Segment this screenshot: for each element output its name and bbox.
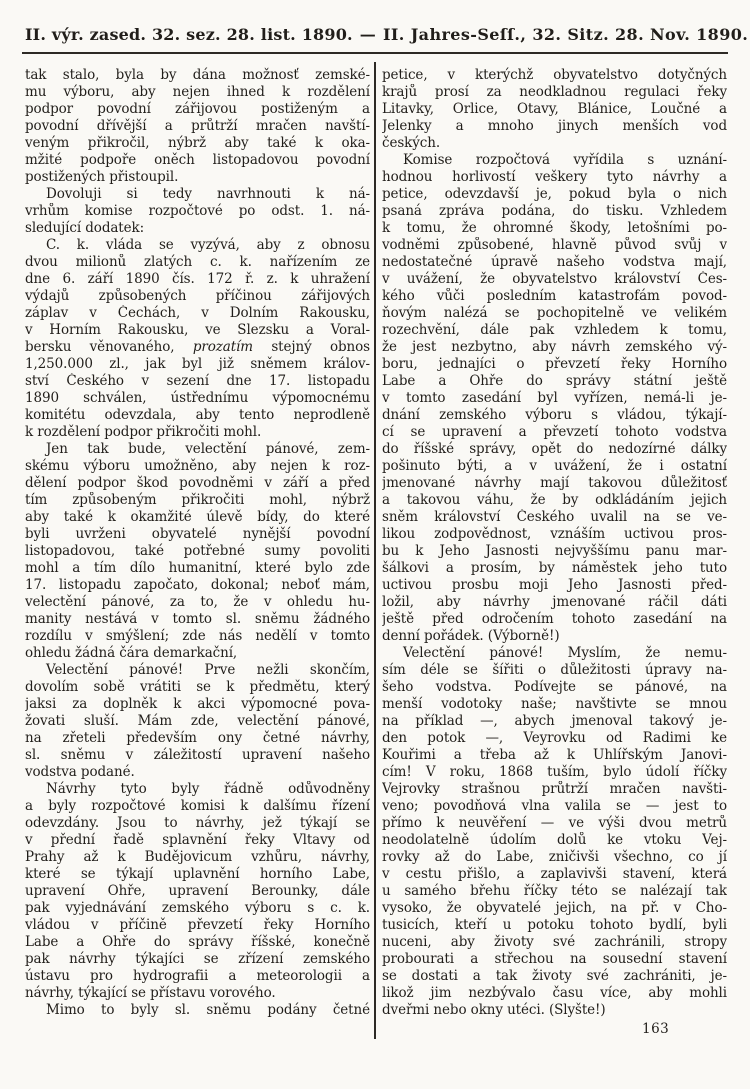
text-line: uctivou prosbu moji Jeho Jasnosti před- [382,577,727,593]
text-line: ústavu pro hydrografii a meteorologii a [25,968,370,984]
text-line: ložil, aby návrhy jmenované ráčil dáti [382,594,727,610]
text-line: v Horním Rakousku, ve Slezsku a Voral- [25,322,370,338]
text-line: 17. listopadu započato, dokonal; neboť mám, [25,577,370,593]
text-line: a byly rozpočtové komisi k dalšímu řízení [25,798,370,814]
text-line: Kouřimi a třeba až k Uhlířským Janovi- [382,747,727,763]
text-line: den potok —, Veyrovku od Radimi ke [382,730,727,746]
text-line: ještě před odročením tohoto zasedání na [382,611,727,627]
text-line: u samého břehu říčky této se nalézají tak [382,883,727,899]
text-line: aby také k okamžité úlevě bídy, do které [25,509,370,525]
text-line: mžité podpoře oněch listopadovou povodní [25,152,370,168]
text-line: českých. [382,135,441,151]
text-line: záplav v Čechách, v Dolním Rakousku, [25,305,370,321]
text-line: rozechvění, dále pak vzhledem k tomu, [382,322,727,338]
text-line: Dovoluji si tedy navrhnouti k ná- [46,186,370,202]
text-line: vrhům komise rozpočtové po odst. 1. ná- [25,203,370,219]
text-line: likož jim nezbývalo času více, aby mohli [382,985,727,1001]
text-line: Návrhy tyto byly řádně odůvodněny [46,781,370,797]
text-line: šeho vodstva. Podívejte se pánové, na [382,679,727,695]
text-line: vodněmi způsobené, hlavně původ svůj v [382,237,727,253]
text-line: denní pořádek. (Výborně!) [382,628,560,644]
text-line: a takovou váhu, že by odkládáním jejich [382,492,727,508]
text-line: velectění pánové, za to, že v ohledu hu- [25,594,370,610]
text-line: probourati a střechou na sousední stavení [382,951,727,967]
text-line: listopadovou, také potřebné sumy povoliti [25,543,370,559]
text-line: k tomu, že ohromné škody, letošními po- [382,220,727,236]
text-line: výdajů způsobených příčinou zářijových [25,288,370,304]
text-line: 1,250.000 zl., jak byl již sněmem králov- [25,356,370,372]
header-rule [22,52,728,54]
text-line: mu výboru, aby nejen ihned k rozdělení [25,84,370,100]
text-line: likou zodpovědnost, vznáším uctivou pros- [382,526,727,542]
text-line: veno; povodňová vlna valila se — jest to [382,798,727,814]
text-line: vodstva podané. [25,764,135,780]
text-line: Jelenky a mnoho jinych menších vod [382,118,727,134]
text-line: veným přikročil, nýbrž aby také k oka- [25,135,370,151]
text-line: komitétu odevzdala, aby tento neprodleně [25,407,370,423]
text-line: Velectění pánové! Myslím, že nemu- [403,645,727,661]
text-line: Litavky, Orlice, Otavy, Blánice, Loučné a [382,101,727,117]
text-line: jmenované návrhy mají takovou důležitosť [382,475,727,491]
text-line: k rozdělení podpor přikročiti mohl. [25,424,262,440]
text-line: povodní dřívější a průtrží mračen navští- [25,118,370,134]
text-line: neodolatelně údolím dolů ke vtoku Vej- [382,832,727,848]
text-line: dvou milionů zlatých c. k. nařízením ze [25,254,370,270]
column-divider-rule [374,62,376,1039]
text-line: na příklad —, abych jmenoval takový je- [382,713,727,729]
text-line: dnání zemského výboru s vládou, týkají- [382,407,727,423]
text-line: rovky až do Labe, zničivši všechno, co jí [382,849,727,865]
text-line: ňovým nalézá se pochopitelně ve velikém [382,305,727,321]
text-line: petice, v kterýchž obyvatelstvo dotyčných [382,67,727,83]
text-line: dveřmi nebo okny utéci. (Slyšte!) [382,1002,606,1018]
text-line: sl. sněmu v záležitostí upravení našeho [25,747,370,763]
text-line: Komise rozpočtová vyřídila s uznání- [403,152,727,168]
text-line: pošinuto býti, a v uvážení, že i ostatní [382,458,727,474]
text-line: vysoko, že obyvatelé jejich, na př. v Cho- [382,900,727,916]
text-line: upravení Ohře, upravení Berounky, dále [25,883,370,899]
text-line: bersku věnovaného, prozatím stejný obnos [25,339,370,355]
text-line: cí se upravení a převzetí tohoto vodstva [382,424,727,440]
text-line: nedostatečné úpravě našeho vodstva mají, [382,254,727,270]
text-line: Labe a Ohře do správy státní ještě [382,373,727,389]
text-line: odevzdány. Jsou to návrhy, jež týkají se [25,815,370,831]
text-line: C. k. vláda se vyzývá, aby z obnosu [46,237,370,253]
text-line: tím způsobeným přikročiti mohl, nýbrž [25,492,370,508]
text-line: Jen tak bude, velectění pánové, zem- [46,441,370,457]
text-line: psaná zpráva podána, do tisku. Vzhledem [382,203,727,219]
text-line: nuceni, aby životy své zachránili, stropy [382,934,727,950]
text-line: dělení podpor škod povodněmi v září a před [25,475,370,491]
text-line: dne 6. září 1890 čís. 172 ř. z. k uhražení [25,271,370,287]
page-header [25,25,749,44]
text-line: menší vodotoky naše; navštivte se mnou [382,696,727,712]
text-line: Labe a Ohře do správy říšské, konečně [25,934,370,950]
text-line: sledující dodatek: [25,220,145,236]
text-line: na zřeteli především ony četné návrhy, [25,730,370,746]
text-line: Mimo to byly sl. sněmu podány četné [46,1002,370,1018]
text-line: ství Českého v sezení dne 17. listopadu [25,373,370,389]
text-line: 1890 schválen, ústřednímu výpomocnému [25,390,370,406]
text-line: boru, jednajíci o převzetí řeky Horního [382,356,727,372]
text-line: tak stalo, byla by dána možnosť zemské- [25,67,370,83]
text-line: jaksi za doplněk k akci výpomocné pova- [25,696,370,712]
text-line: skému výboru umožněno, aby nejen k roz- [25,458,370,474]
text-line: v přední řadě splavnění řeky Vltavy od [25,832,370,848]
left-text-column [25,67,370,1019]
text-line: dovolím sobě vrátiti se k předmětu, který [25,679,370,695]
text-line: do říšské správy, opět do nedozírné dálky [382,441,727,457]
text-line: kého vůči posledním katastrofám povod- [382,288,727,304]
text-line: krajů prosí za neodkladnou regulaci řeky [382,84,727,100]
text-line: mohl a tím dílo humanitní, které bylo zde [25,560,370,576]
text-line: pak návrhy týkajíci se zřízení zemského [25,951,370,967]
text-line: přímo k neuvěření — ve výši dvou metrů [382,815,727,831]
text-line: které se týkají uplavnění horního Labe, [25,866,370,882]
header-separator-dash: — [359,25,376,44]
text-line: rozdílu v smýšlení; zde nás nedělí v tomto [25,628,370,644]
text-line: cím! V roku, 1868 tuším, bylo údolí říčky [382,764,727,780]
text-line: byli uvrženi obyvatelé nynější povodní [25,526,370,542]
text-line: Velectění pánové! Prve nežli skončím, [46,662,370,678]
text-line: návrhy, týkající se přístavu vorového. [25,985,276,1001]
text-line: v uvážení, že obyvatelstvo království Čes- [382,271,727,287]
text-line: sněm království Českého uvalil na se ve- [382,509,727,525]
text-line: v cestu přišlo, a zaplavivši stavení, která [382,866,727,882]
text-line: žovati sluší. Mám zde, velectění pánové, [25,713,370,729]
text-line: v tomto zasedání byl vyřízen, nemá-li je- [382,390,727,406]
text-line: petice, odevzdavší je, pokud byla o nich [382,186,727,202]
text-line: se dostati a tak životy své zachrániti, je- [382,968,727,984]
text-line: manity nestává v tomto sl. sněmu žádného [25,611,370,627]
text-line: sím déle se šířiti o důležitosti úpravy na- [382,662,727,678]
text-line: že jest nezbytno, aby návrh zemského vý- [382,339,727,355]
text-line: ohledu žádná čára demarkační, [25,645,238,661]
text-line: podpor povodní zářijovou postiženým a [25,101,370,117]
header-session-label-czech: II. výr. zased. 32. sez. 28. list. 1890. [25,25,353,44]
text-line: tusicích, kteří u potoku tohoto bydlí, byli [382,917,727,933]
text-line: Vejrovky strašnou průtrží mračen navšti- [382,781,727,797]
text-line: Prahy až k Budějovicum vzhůru, návrhy, [25,849,370,865]
text-line: bu k Jeho Jasnosti nejvyššímu panu mar- [382,543,727,559]
text-line: vládou v příčině převzetí řeky Horního [25,917,370,933]
text-line: hodnou horlivostí veškery tyto návrhy a [382,169,727,185]
header-session-label-german: II. Jahres-Seſſ., 32. Sitz. 28. Nov. 1890. [383,25,749,44]
sheet-number: 163 [642,1021,670,1037]
text-line: postižených přistoupil. [25,169,179,185]
text-line: šálkovi a prosím, by náměstek jeho tuto [382,560,727,576]
right-text-column [382,67,727,1038]
text-line: pak vyjednávání zemského výboru s c. k. [25,900,370,916]
